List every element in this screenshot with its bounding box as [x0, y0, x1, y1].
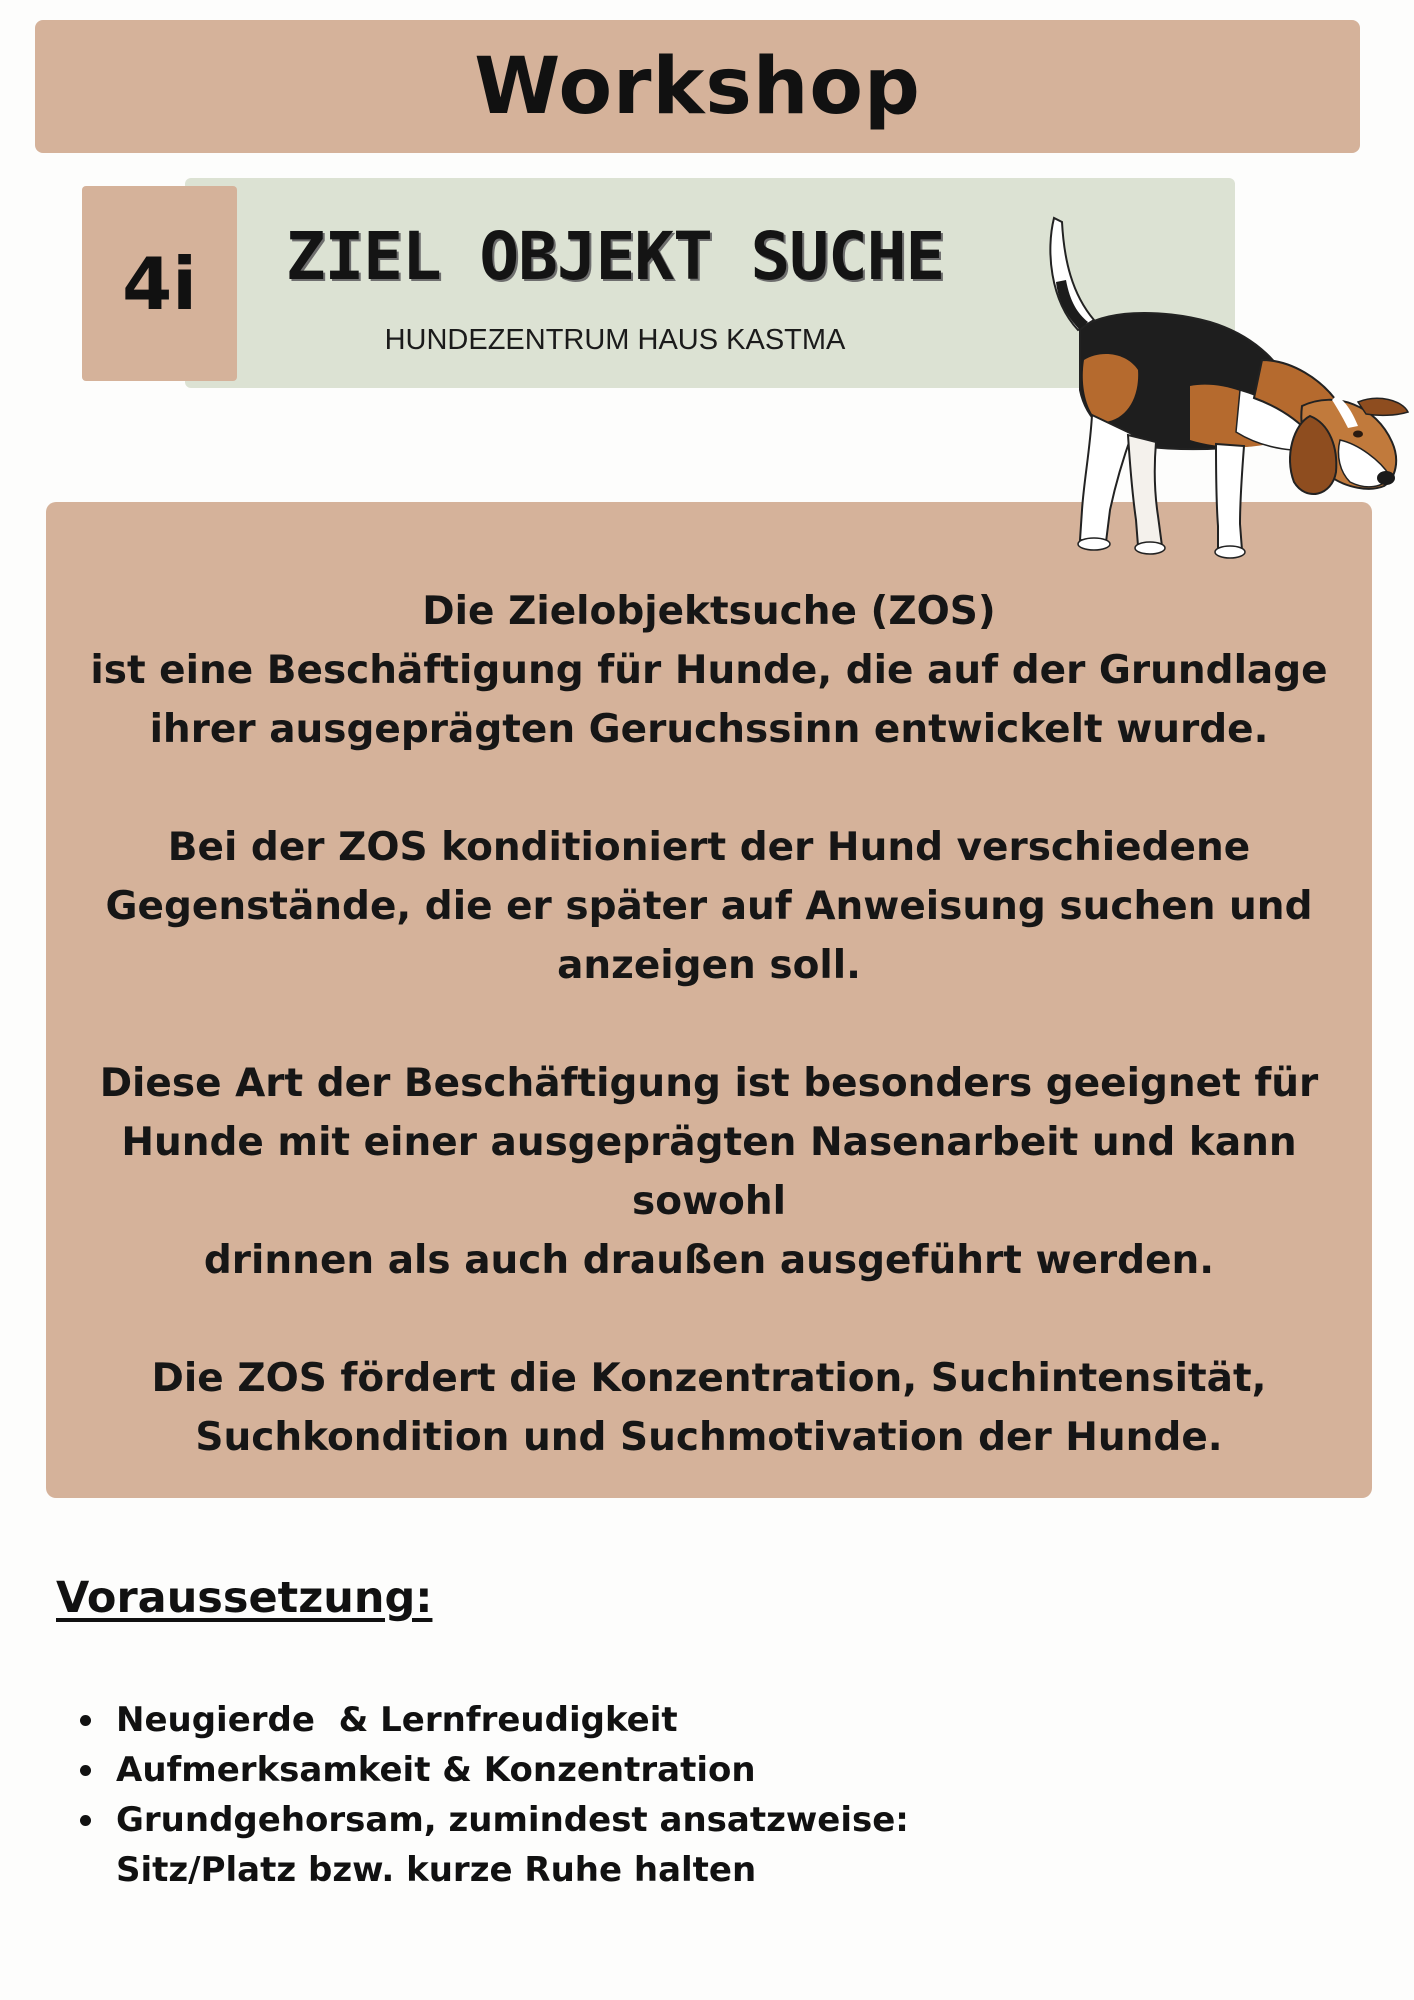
workshop-number-badge: 4i: [82, 186, 237, 381]
description-paragraph-2: Bei der ZOS konditioniert der Hund verschiedene Gegenstände, die er später auf Anweisung suchen und anzeigen soll.: [105, 825, 1313, 988]
list-item: [70, 1695, 909, 1745]
organizer-subtitle: HUNDEZENTRUM HAUS KASTMA: [384, 324, 846, 356]
list-item: [70, 1795, 909, 1845]
header-banner: [35, 20, 1360, 153]
requirements-list: [70, 1695, 909, 1895]
description-paragraph-3: Diese Art der Beschäftigung ist besonders geeignet für Hunde mit einer ausgeprägten Nasenarbeit und kann sowohl drinnen als auch draußen ausgeführt werden.: [99, 1061, 1319, 1283]
description-paragraph-1: Die Zielobjektsuche (ZOS) ist eine Beschäftigung für Hunde, die auf der Grundlage ihrer ausgeprägten Geruchssinn entwickelt wurde.: [90, 589, 1328, 752]
list-item: [70, 1745, 909, 1795]
description-box: [46, 502, 1372, 1498]
bullet-icon: [80, 1715, 91, 1726]
bullet-icon: [80, 1815, 91, 1826]
description-paragraph-4: Die ZOS fördert die Konzentration, Suchintensität, Suchkondition und Suchmotivation der Hunde.: [151, 1356, 1267, 1460]
requirement-text: Neugierde & Lernfreudigkeit: [116, 1700, 678, 1740]
workshop-title: ZIEL OBJEKT SUCHE: [285, 218, 945, 295]
page-title: Workshop: [474, 41, 921, 132]
requirement-text: Grundgehorsam, zumindest ansatzweise:: [116, 1800, 909, 1840]
requirement-continuation-text: Sitz/Platz bzw. kurze Ruhe halten: [116, 1850, 757, 1890]
description-text: [66, 582, 1352, 1526]
beagle-dog-illustration: [1040, 210, 1410, 570]
requirement-text: Aufmerksamkeit & Konzentration: [116, 1750, 756, 1790]
requirements-heading: Voraussetzung:: [56, 1573, 433, 1623]
list-item-continuation: [70, 1845, 909, 1895]
bullet-icon: [80, 1765, 91, 1776]
